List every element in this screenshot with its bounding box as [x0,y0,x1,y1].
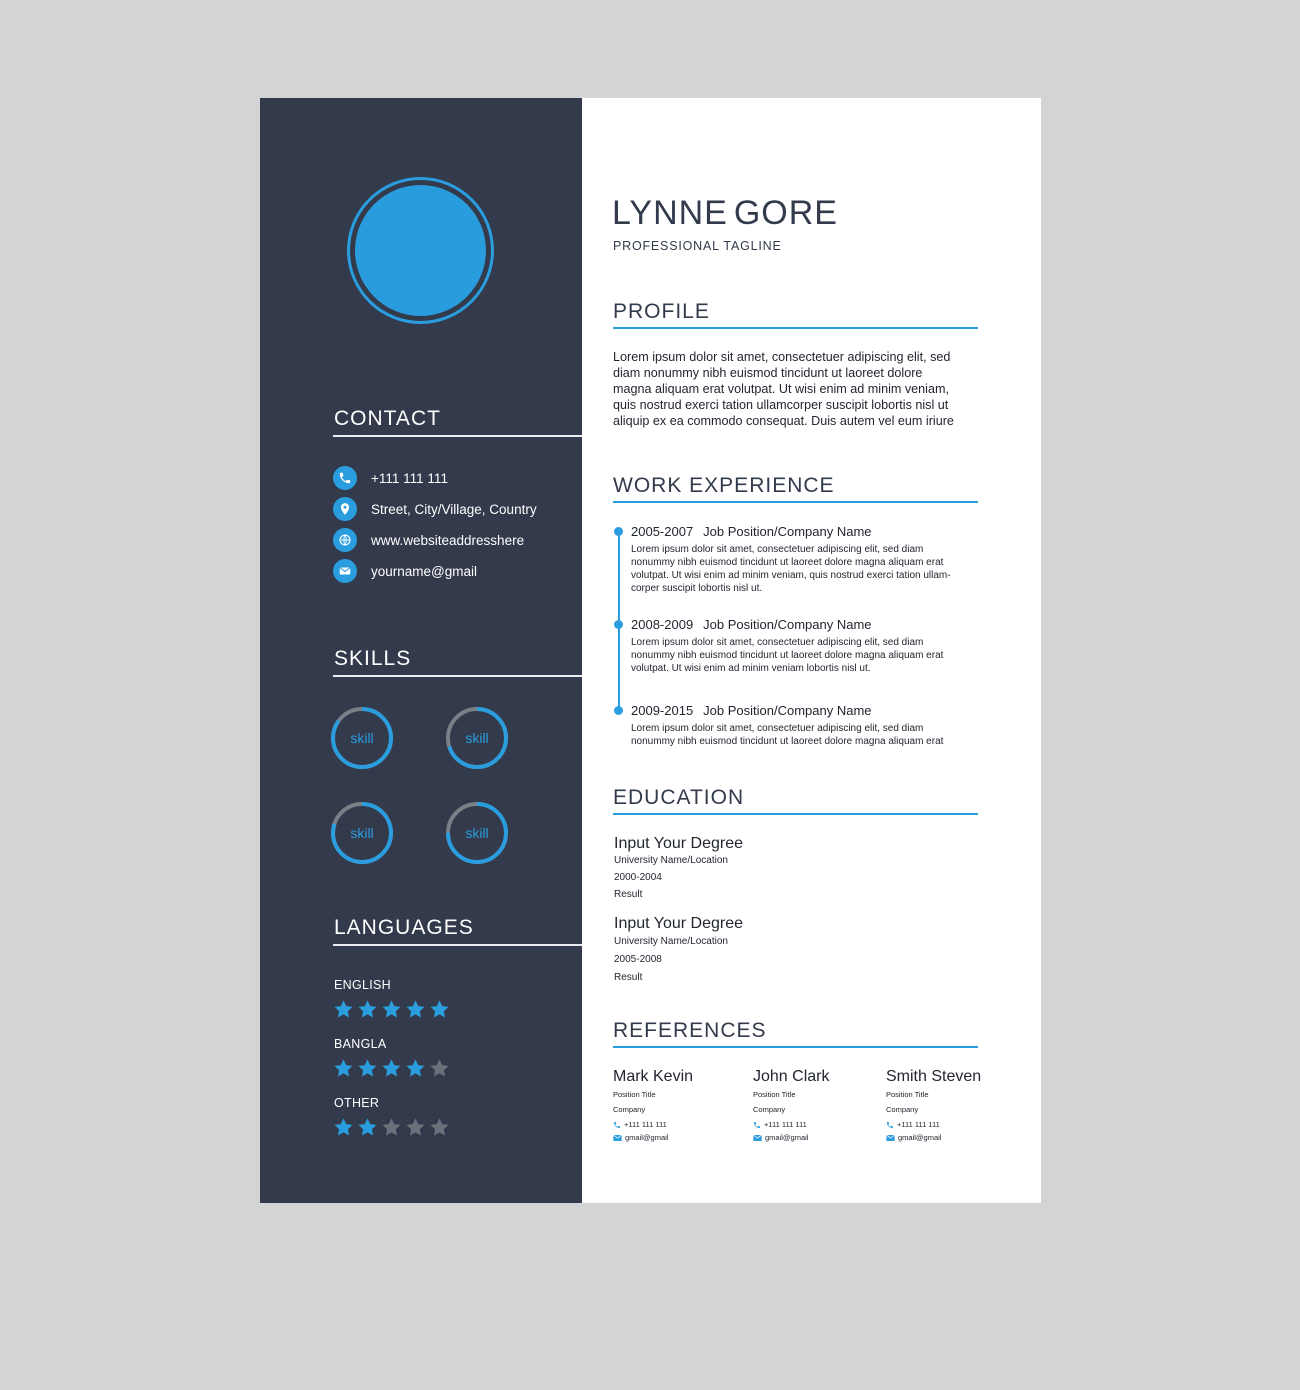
reference-email-row [886,1133,981,1142]
skill-ring [330,801,394,865]
reference-card [613,1068,693,1142]
star-empty-icon [405,1117,426,1138]
skill-ring [330,706,394,770]
job-description [631,543,976,595]
work-rule [613,501,978,503]
star-filled-icon [405,999,426,1020]
reference-email: gmail@gmail [765,1133,809,1142]
star-empty-icon [381,1117,402,1138]
degree-years: 2000-2004 [614,872,662,883]
contact-phone-text: +111 111 111 [371,470,448,486]
profile-text [613,349,978,429]
star-filled-icon [357,1117,378,1138]
references-rule [613,1046,978,1048]
degree-school: University Name/Location [614,936,728,947]
reference-email: gmail@gmail [625,1133,669,1142]
job-years: 2005-2007 [631,524,694,539]
job-header [631,703,872,718]
job-position: Job Position/Company Name [703,703,872,718]
job-header [631,524,872,539]
job-line: Lorem ipsum dolor sit amet, consectetuer adipiscing elit, sed diam [631,544,924,555]
reference-email: gmail@gmail [898,1133,942,1142]
sidebar [260,98,582,1203]
location-pin-icon [333,497,357,521]
reference-phone-row [753,1120,829,1129]
reference-company: Company [613,1105,646,1114]
skill-label: skill [465,730,489,746]
skill-label: skill [350,825,374,841]
reference-title: Position Title [613,1090,656,1099]
reference-title: Position Title [886,1090,929,1099]
language-stars [333,1058,450,1080]
reference-company: Company [886,1105,919,1114]
job-line: nonummy nibh euismod tincidunt ut laoreet dolore magna aliquam erat [631,736,944,747]
timeline-dot [614,706,623,715]
contact-website [333,528,524,552]
job-line: nonummy nibh euismod tincidunt ut laoreet dolore magna aliquam erat [631,557,944,568]
job-header [631,617,872,632]
star-filled-icon [333,1058,354,1079]
job-position: Job Position/Company Name [703,524,872,539]
reference-phone: +111 111 111 [897,1120,940,1129]
globe-icon [333,528,357,552]
language-name: OTHER [334,1096,380,1110]
job-years: 2009-2015 [631,703,694,718]
reference-email-row [613,1133,693,1142]
reference-email-row [753,1133,829,1142]
contact-rule [333,435,582,437]
profile-line: quis nostrud exerci tation ullamcorper suscipit lobortis nisl ut [613,398,949,412]
reference-phone: +111 111 111 [764,1120,807,1129]
profile-photo [355,185,486,316]
reference-name: John Clark [753,1068,830,1085]
mail-icon [333,559,357,583]
reference-name: Smith Steven [886,1068,982,1085]
education-heading: EDUCATION [613,786,745,809]
star-empty-icon [429,1058,450,1079]
degree-title: Input Your Degree [614,835,743,852]
job-position: Job Position/Company Name [703,617,872,632]
language-name: ENGLISH [334,978,391,992]
job-line: Lorem ipsum dolor sit amet, consectetuer adipiscing elit, sed diam [631,637,924,648]
language-stars [333,999,450,1021]
tagline: PROFESSIONAL TAGLINE [613,239,782,253]
reference-card [886,1068,981,1142]
reference-phone-row [886,1120,981,1129]
mail-icon [613,1134,622,1142]
work-heading: WORK EXPERIENCE [613,474,835,497]
phone-icon [333,466,357,490]
contact-email-text[interactable]: yourname@gmail [371,563,477,579]
contact-email [333,559,477,583]
phone-icon [613,1121,621,1129]
phone-icon [753,1121,761,1129]
contact-address [333,497,537,521]
degree-title: Input Your Degree [614,915,743,932]
education-rule [613,813,978,815]
mail-icon [886,1134,895,1142]
last-name: GORE [733,194,838,232]
languages-heading: LANGUAGES [334,916,474,939]
job-description [631,722,976,748]
skill-ring [445,706,509,770]
job-line: Lorem ipsum dolor sit amet, consectetuer adipiscing elit, sed diam [631,723,924,734]
resume-page [260,98,1041,1203]
star-filled-icon [381,999,402,1020]
mail-icon [753,1134,762,1142]
reference-phone-row [613,1120,693,1129]
phone-icon [886,1121,894,1129]
job-line: corper suscipit lobortis nisl ut. [631,583,763,594]
skill-label: skill [350,730,374,746]
skill-ring [445,801,509,865]
profile-photo-ring [347,177,494,324]
degree-years: 2005-2008 [614,954,662,965]
degree-school: University Name/Location [614,855,728,866]
star-empty-icon [429,1117,450,1138]
reference-company: Company [753,1105,786,1114]
job-line: volutpat. Ut wisi enim ad minim veniam, quis nostrud exerci tation ullam- [631,570,951,581]
language-stars [333,1117,450,1139]
profile-line: diam nonummy nibh euismod tincidunt ut laoreet dolore [613,366,923,380]
contact-website-text[interactable]: www.websiteaddresshere [371,532,525,548]
skills-rule [333,675,582,677]
timeline-dot [614,527,623,536]
job-line: nonummy nibh euismod tincidunt ut laoreet dolore magna aliquam erat [631,650,944,661]
degree-result: Result [614,972,643,983]
star-filled-icon [357,1058,378,1079]
profile-line: Lorem ipsum dolor sit amet, consectetuer adipiscing elit, sed [613,350,951,364]
profile-heading: PROFILE [613,300,710,323]
profile-line: magna aliquam erat volutpat. Ut wisi enim ad minim veniam, [613,382,949,396]
job-description [631,636,976,675]
star-filled-icon [333,1117,354,1138]
contact-heading: CONTACT [334,407,441,430]
profile-line: aliquip ex ea commodo consequat. Duis autem vel eum iriure [613,414,954,428]
contact-address-text: Street, City/Village, Country [371,501,537,517]
first-name: LYNNE [612,194,728,232]
profile-rule [613,327,978,329]
star-filled-icon [405,1058,426,1079]
timeline-dot [614,620,623,629]
skills-heading: SKILLS [334,647,412,670]
reference-card [753,1068,829,1142]
language-name: BANGLA [334,1037,387,1051]
languages-rule [333,944,582,946]
star-filled-icon [429,999,450,1020]
references-heading: REFERENCES [613,1019,767,1042]
reference-name: Mark Kevin [613,1068,694,1085]
reference-phone: +111 111 111 [624,1120,667,1129]
degree-result: Result [614,889,643,900]
star-filled-icon [333,999,354,1020]
reference-title: Position Title [753,1090,796,1099]
star-filled-icon [381,1058,402,1079]
job-line: volutpat. Ut wisi enim ad minim veniam lobortis nisl ut. [631,663,871,674]
star-filled-icon [357,999,378,1020]
contact-phone [333,466,448,490]
candidate-name [612,194,838,233]
job-years: 2008-2009 [631,617,694,632]
skill-label: skill [465,825,489,841]
